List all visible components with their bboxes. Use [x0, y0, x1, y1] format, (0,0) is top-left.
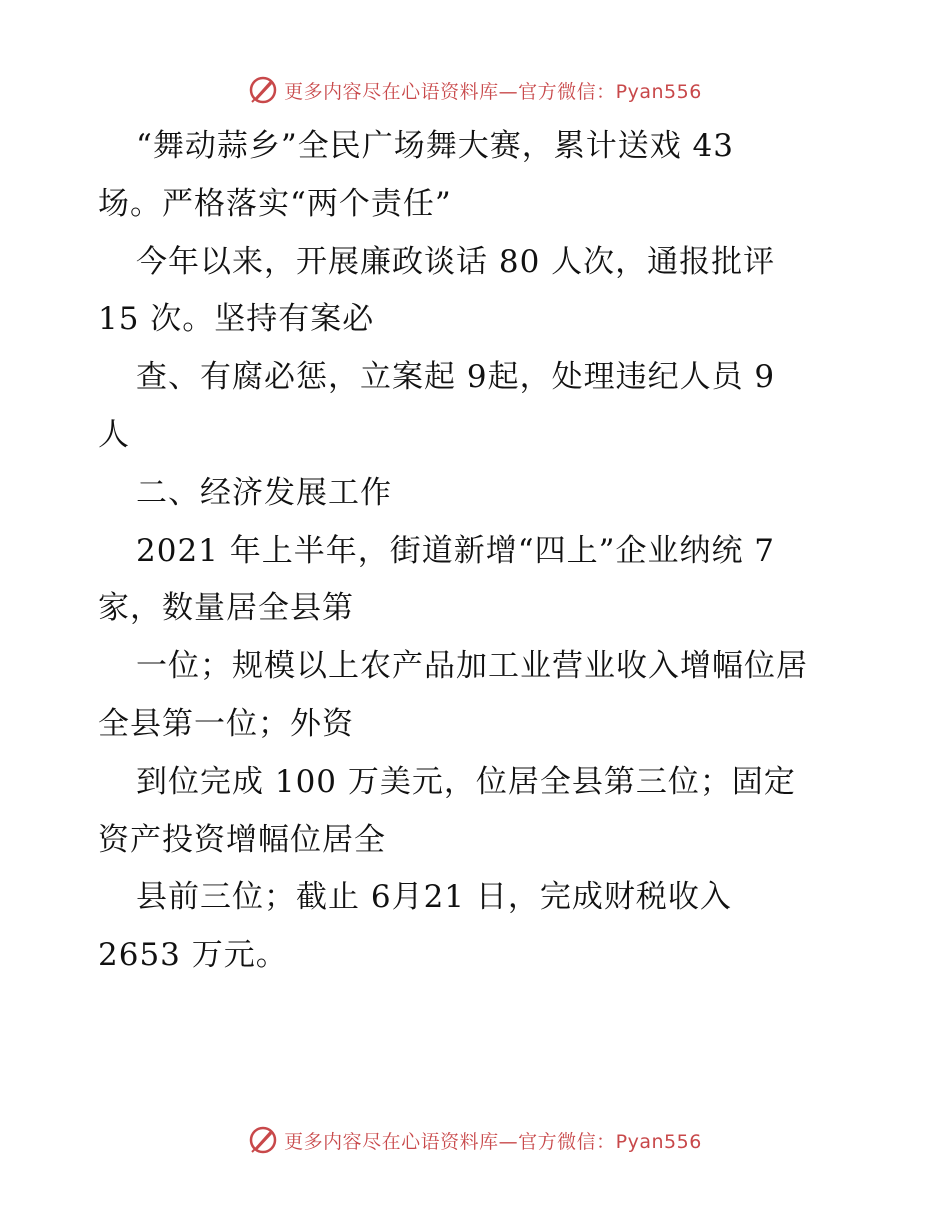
body-line: 全县第一位；外资 — [98, 705, 354, 742]
section-heading: 二、经济发展工作 — [136, 474, 392, 511]
body-line: 15 次。坚持有案必 — [98, 301, 375, 338]
body-line: 到位完成 100 万美元，位居全县第三位；固定 — [136, 763, 796, 800]
header-banner-text: 更多内容尽在心语资料库—官方微信：Pyan556 — [284, 80, 702, 103]
quill-logo-icon — [248, 75, 278, 105]
quill-logo-icon — [248, 1125, 278, 1155]
body-line: “舞动蒜乡”全民广场舞大赛，累计送戏 43 — [136, 128, 734, 164]
document-body — [98, 118, 858, 985]
header-banner — [0, 70, 950, 110]
body-line: 查、有腐必惩，立案起 9起，处理违纪人员 9 — [136, 359, 776, 396]
body-line: 2021 年上半年，街道新增“四上”企业纳统 7 — [136, 532, 776, 569]
footer-banner — [0, 1120, 950, 1160]
body-line: 场。严格落实“两个责任” — [98, 185, 452, 222]
body-line: 今年以来，开展廉政谈话 80 人次，通报批评 — [136, 243, 776, 280]
body-line: 人 — [98, 416, 130, 453]
body-line: 县前三位；截止 6月21 日，完成财税收入 — [136, 879, 732, 916]
body-line: 一位；规模以上农产品加工业营业收入增幅位居 — [136, 648, 808, 685]
body-line: 2653 万元。 — [98, 937, 288, 974]
body-line: 资产投资增幅位居全 — [98, 821, 386, 858]
footer-banner-text: 更多内容尽在心语资料库—官方微信：Pyan556 — [284, 1130, 702, 1153]
body-line: 家，数量居全县第 — [98, 590, 354, 627]
